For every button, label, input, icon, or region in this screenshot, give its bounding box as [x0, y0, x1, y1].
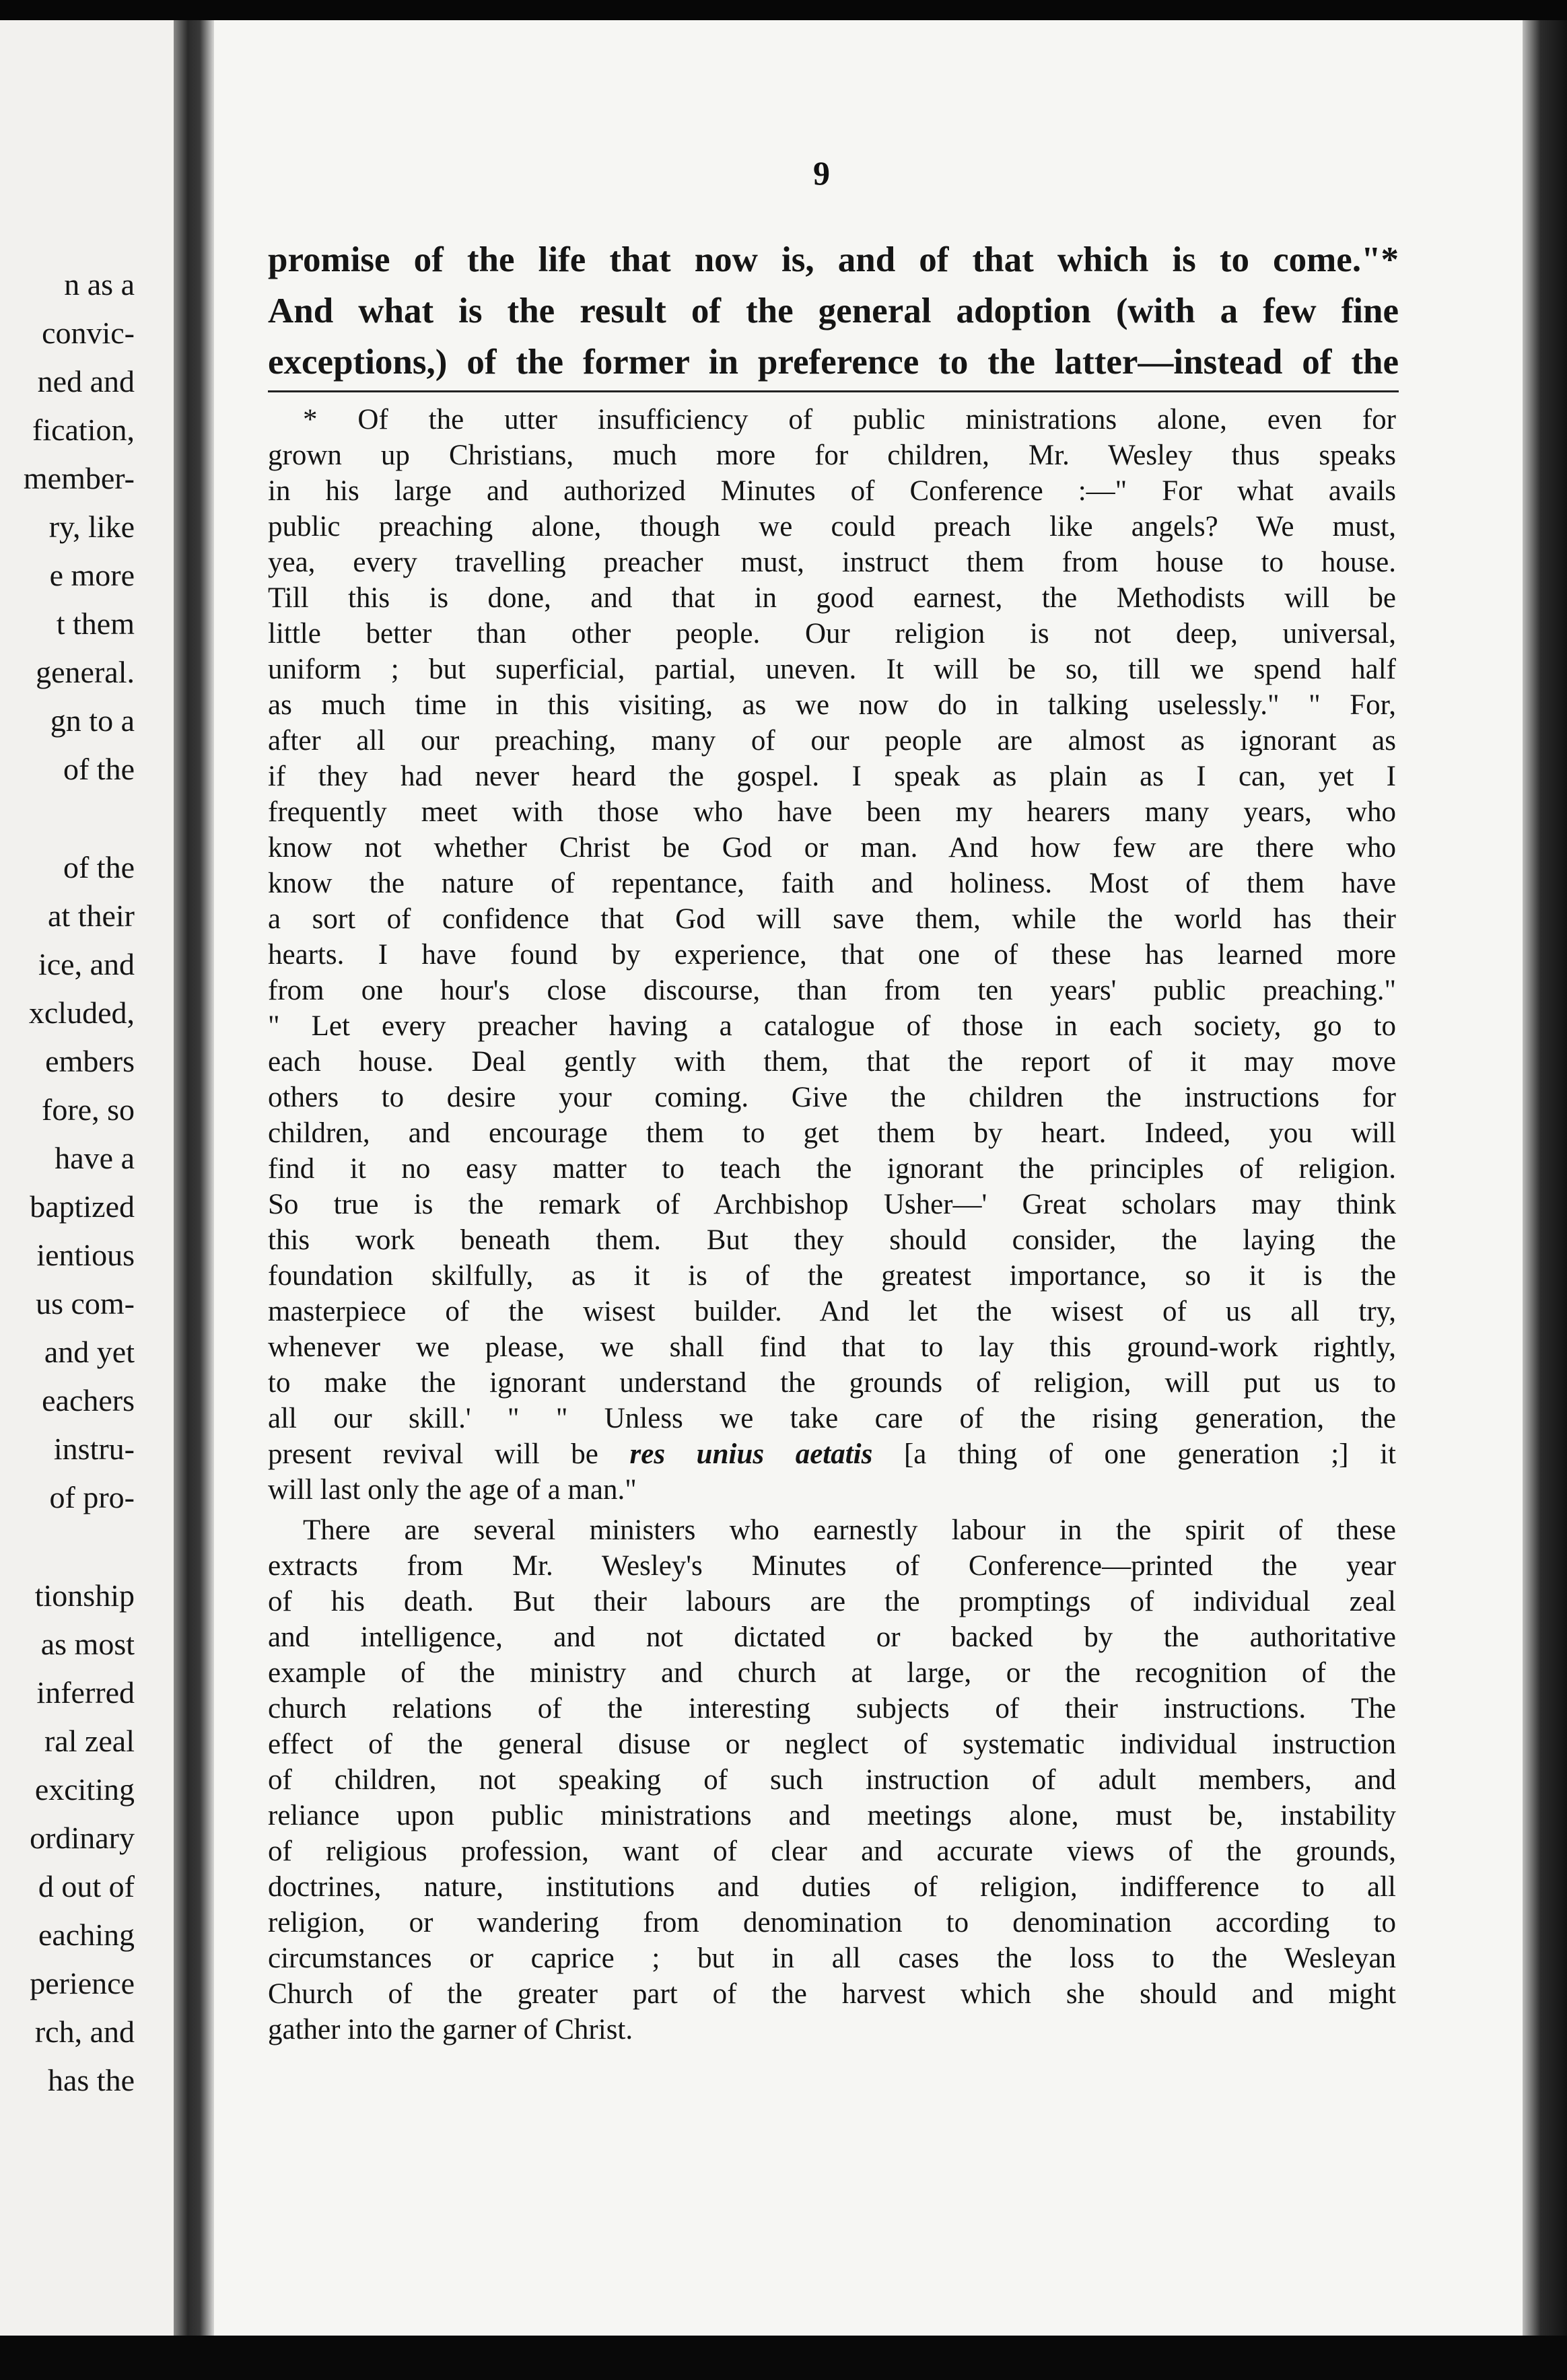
paragraph-line: extracts from Mr. Wesley's Minutes of Conference—printed the year [268, 1550, 1396, 1582]
book-gutter [174, 20, 214, 2336]
footnote-line: find it no easy matter to teach the ignorant the principles of religion. [268, 1153, 1396, 1185]
paragraph-line: There are several ministers who earnestly labour in the spirit of these [303, 1514, 1396, 1546]
left-page-line: ordinary [30, 1821, 135, 1855]
footnote-line: children, and encourage them to get them by heart. Indeed, you will [268, 1117, 1396, 1149]
left-page-line: d out of [38, 1869, 135, 1903]
left-page-line: fication, [32, 413, 135, 447]
footnote-line: foundation skilfully, as it is of the greatest importance, so it is the [268, 1260, 1396, 1292]
footnote-line: will last only the age of a man." [268, 1474, 637, 1506]
footnote-line: from one hour's close discourse, than from ten years' public preaching." [268, 975, 1396, 1006]
body-text-line: exceptions,) of the former in preference to the latter—instead of the [268, 343, 1399, 382]
footnote-line: a sort of confidence that God will save them, while the world has their [268, 903, 1396, 935]
left-page-line: and yet [44, 1335, 135, 1369]
footnote-line: uniform ; but superficial, partial, uneven. It will be so, till we spend half [268, 654, 1396, 685]
footnote-line: to make the ignorant understand the grounds of religion, will put us to [268, 1367, 1396, 1399]
scan-bottom-border [0, 2336, 1567, 2380]
left-page-line: fore, so [42, 1092, 135, 1127]
left-page-line: n as a [64, 267, 135, 302]
footnote-line: hearts. I have found by experience, that one of these has learned more [268, 939, 1396, 971]
footnote-line: as much time in this visiting, as we now do in talking uselessly." " For, [268, 689, 1396, 721]
left-page-line: of the [63, 752, 135, 786]
left-page-line: t them [56, 606, 135, 641]
paragraph-line: of his death. But their labours are the promptings of individual zeal [268, 1586, 1396, 1617]
body-text-line: promise of the life that now is, and of that which is to come."* [268, 240, 1399, 279]
footnote-line: public preaching alone, though we could preach like angels? We must, [268, 511, 1396, 542]
paragraph-line: effect of the general disuse or neglect of systematic individual instruction [268, 1728, 1396, 1760]
footnote-line-latin [268, 1440, 1396, 1469]
footnote-line: each house. Deal gently with them, that the report of it may move [268, 1046, 1396, 1078]
footnote-line: know the nature of repentance, faith and holiness. Most of them have [268, 868, 1396, 899]
paragraph-line: gather into the garner of Christ. [268, 2014, 633, 2045]
paragraph-line: example of the ministry and church at large, or the recognition of the [268, 1657, 1396, 1689]
footnote-line: if they had never heard the gospel. I speak as plain as I can, yet I [268, 761, 1396, 792]
left-page-line: as most [40, 1627, 135, 1661]
footnote-line: Till this is done, and that in good earnest, the Methodists will be [268, 582, 1396, 614]
footnote-text: present revival will be [268, 1438, 630, 1470]
footnote-line: this work beneath them. But they should consider, the laying the [268, 1224, 1396, 1256]
left-page-line: exciting [34, 1772, 135, 1807]
left-page-line: of pro- [49, 1480, 135, 1514]
left-page-line: has the [47, 2063, 135, 2097]
footnote-line: all our skill.' " " Unless we take care of the rising generation, the [268, 1403, 1396, 1434]
footnote-line: little better than other people. Our religion is not deep, universal, [268, 618, 1396, 650]
footnote-line: whenever we please, we shall find that to lay this ground-work rightly, [268, 1331, 1396, 1363]
footnote-line: others to desire your coming. Give the children the instructions for [268, 1082, 1396, 1113]
left-page-line: inferred [36, 1675, 135, 1710]
paragraph-line: reliance upon public ministrations and meetings alone, must be, instability [268, 1800, 1396, 1831]
footnote-line: So true is the remark of Archbishop Usher—' Great scholars may think [268, 1189, 1396, 1220]
left-page-line: member- [23, 461, 135, 495]
left-page-line: have a [55, 1141, 135, 1175]
left-page-line: tionship [34, 1578, 135, 1613]
left-page-line: xcluded, [28, 995, 135, 1030]
left-page-line: embers [45, 1044, 135, 1078]
page-edge [1523, 20, 1567, 2336]
paragraph-line: religion, or wandering from denomination to denomination according to [268, 1907, 1396, 1938]
footnote-line: yea, every travelling preacher must, instruct them from house to house. [268, 547, 1396, 578]
left-page-line: eachers [42, 1383, 135, 1418]
left-page-line: ry, like [48, 510, 135, 544]
paragraph-line: circumstances or caprice ; but in all cases the loss to the Wesleyan [268, 1943, 1396, 1974]
paragraph-line: and intelligence, and not dictated or backed by the authoritative [268, 1621, 1396, 1653]
left-page-line: eaching [38, 1918, 135, 1952]
footnote-line: masterpiece of the wisest builder. And let the wisest of us all try, [268, 1296, 1396, 1327]
footnote-line: after all our preaching, many of our people are almost as ignorant as [268, 725, 1396, 757]
latin-phrase: res unius aetatis [629, 1438, 873, 1470]
left-page-line: gn to a [50, 703, 135, 738]
left-page-line: of the [63, 850, 135, 884]
left-page-line: instru- [53, 1432, 135, 1466]
left-page-line: perience [30, 1966, 135, 2000]
footnote-line: * Of the utter insufficiency of public ministrations alone, even for [303, 404, 1396, 435]
left-page-line: rch, and [34, 2015, 135, 2049]
footnote-line: grown up Christians, much more for children, Mr. Wesley thus speaks [268, 440, 1396, 471]
paragraph-line: Church of the greater part of the harvest which she should and might [268, 1978, 1396, 2010]
paragraph-line: church relations of the interesting subjects of their instructions. The [268, 1693, 1396, 1724]
scan-top-border [0, 0, 1567, 20]
footnote-line: know not whether Christ be God or man. And how few are there who [268, 832, 1396, 864]
left-page-fragment [0, 20, 174, 2336]
footnote-line: in his large and authorized Minutes of Conference :—" For what avails [268, 475, 1396, 507]
footnote-line: frequently meet with those who have been my hearers many years, who [268, 796, 1396, 828]
left-page-line: ice, and [38, 947, 135, 981]
left-page-line: us com- [36, 1286, 135, 1321]
paragraph-line: of children, not speaking of such instruction of adult members, and [268, 1764, 1396, 1796]
left-page-line: general. [36, 655, 135, 689]
left-page-line: at their [48, 899, 135, 933]
left-page-line: ned and [37, 364, 135, 398]
footnote-line: " Let every preacher having a catalogue of those in each society, go to [268, 1010, 1396, 1042]
footnote-text: [a thing of one generation ;] it [872, 1438, 1396, 1470]
body-text-line: And what is the result of the general adoption (with a few fine [268, 291, 1399, 330]
left-page-line: baptized [30, 1189, 135, 1224]
left-page-line: convic- [42, 316, 135, 350]
left-page-line: ral zeal [44, 1724, 135, 1758]
footnote-rule [268, 390, 1399, 392]
page-number: 9 [813, 154, 830, 192]
paragraph-line: doctrines, nature, institutions and duties of religion, indifference to all [268, 1871, 1396, 1903]
left-page-line: e more [49, 558, 135, 592]
paragraph-line: of religious profession, want of clear and accurate views of the grounds, [268, 1835, 1396, 1867]
left-page-line: ientious [36, 1238, 135, 1272]
